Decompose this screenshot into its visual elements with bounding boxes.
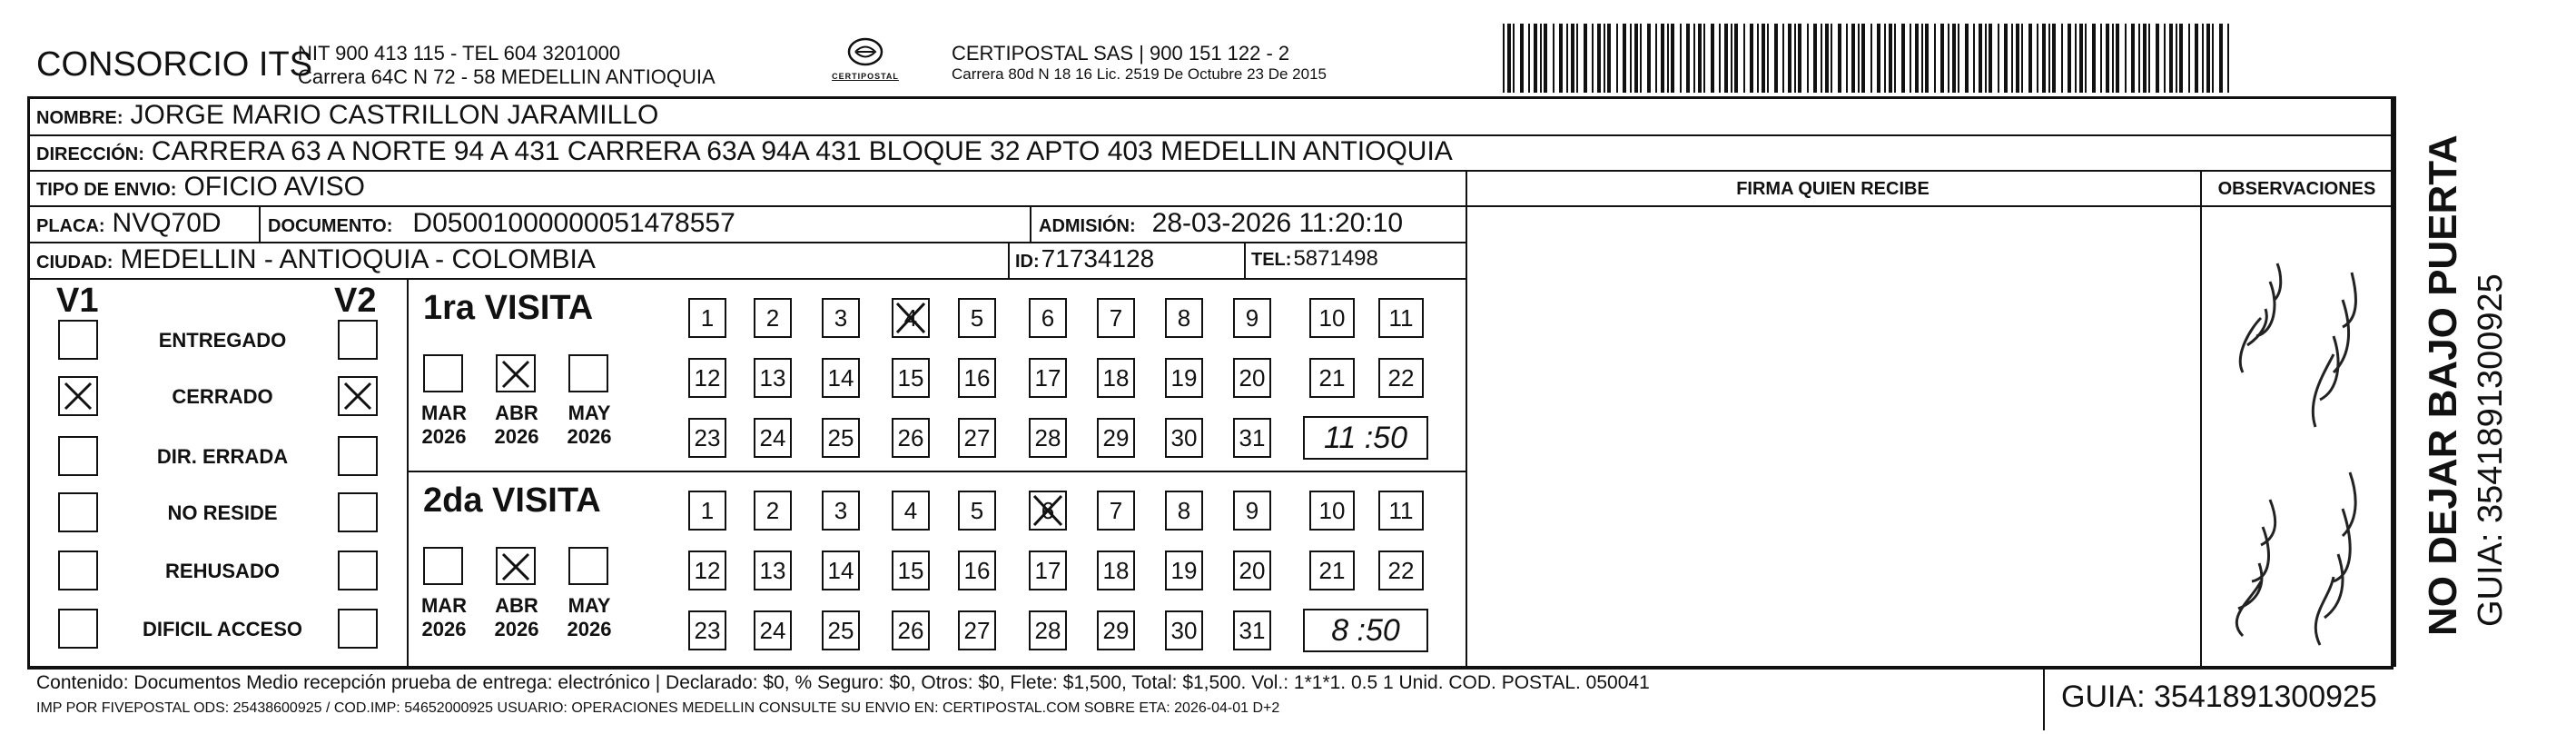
day-box[interactable]: 31 — [1233, 418, 1271, 458]
rule — [1008, 242, 1010, 278]
month-label — [412, 594, 476, 641]
document-field — [268, 208, 735, 239]
day-box[interactable]: 29 — [1097, 610, 1135, 650]
visit-title: 1ra VISITA — [423, 289, 594, 327]
day-box[interactable]: 24 — [754, 418, 792, 458]
month-name: ABR — [495, 594, 538, 617]
v2-checkbox[interactable] — [338, 376, 378, 416]
day-box[interactable]: 1 — [688, 491, 726, 531]
certipostal-logo-icon — [844, 36, 886, 67]
day-box[interactable]: 3 — [822, 298, 860, 338]
v2-label: V2 — [334, 282, 377, 320]
day-box[interactable]: 3 — [822, 491, 860, 531]
day-box[interactable]: 19 — [1165, 551, 1203, 590]
observations-header: OBSERVACIONES — [2217, 179, 2376, 199]
company-info — [298, 42, 716, 89]
rule — [1466, 278, 1467, 667]
rule — [1466, 205, 2393, 207]
company-address: Carrera 64C N 72 - 58 MEDELLIN ANTIOQUIA — [298, 65, 716, 88]
rule — [407, 471, 1466, 472]
rule — [407, 278, 409, 667]
month-year: 2026 — [494, 618, 539, 640]
rule — [1030, 205, 1031, 242]
document-value: D05001000000051478557 — [412, 208, 735, 238]
month-checkbox[interactable] — [423, 354, 463, 392]
day-box[interactable]: 5 — [958, 491, 996, 531]
day-box[interactable]: 16 — [958, 551, 996, 590]
delivery-option-label: DIR. ERRADA — [156, 445, 289, 468]
type-value: OFICIO AVISO — [183, 172, 365, 202]
observations-handwriting — [2206, 218, 2388, 654]
delivery-option-label: NO RESIDE — [167, 501, 278, 524]
id-label: ID: — [1015, 252, 1040, 272]
delivery-option-label: REHUSADO — [165, 560, 280, 582]
day-box[interactable]: 28 — [1029, 610, 1067, 650]
day-box[interactable]: 10 — [1309, 491, 1355, 531]
day-box[interactable]: 19 — [1165, 358, 1203, 398]
v1-checkbox[interactable] — [58, 609, 98, 649]
day-box[interactable]: 21 — [1309, 358, 1355, 398]
type-label: TIPO DE ENVIO: — [36, 180, 177, 200]
month-name: MAR — [420, 594, 468, 617]
rule — [1244, 242, 1246, 278]
day-box[interactable]: 21 — [1309, 551, 1355, 590]
rule — [259, 205, 261, 242]
v1-checkbox[interactable] — [58, 551, 98, 590]
city-field — [36, 244, 596, 275]
month-label — [558, 402, 621, 449]
month-checkbox[interactable] — [568, 354, 608, 392]
city-value: MEDELLIN - ANTIOQUIA - COLOMBIA — [120, 244, 596, 274]
rule — [27, 170, 2393, 172]
v1-checkbox[interactable] — [58, 376, 98, 416]
day-box[interactable]: 1 — [688, 298, 726, 338]
signature-header: FIRMA QUIEN RECIBE — [1736, 179, 1930, 199]
day-box[interactable]: 13 — [754, 358, 792, 398]
day-box[interactable]: 7 — [1097, 491, 1135, 531]
rule — [27, 205, 1466, 207]
day-box[interactable]: 23 — [688, 418, 726, 458]
day-box[interactable]: 9 — [1233, 298, 1271, 338]
month-label — [412, 402, 476, 449]
day-box[interactable]: 24 — [754, 610, 792, 650]
delivery-option-label: DIFICIL ACCESO — [142, 618, 302, 640]
day-box[interactable]: 13 — [754, 551, 792, 590]
delivery-option-label: CERRADO — [172, 385, 273, 408]
day-box[interactable]: 10 — [1309, 298, 1355, 338]
day-box[interactable]: 30 — [1165, 418, 1203, 458]
day-box[interactable]: 14 — [822, 358, 860, 398]
city-label: CIUDAD: — [36, 253, 114, 273]
day-box[interactable]: 14 — [822, 551, 860, 590]
rule — [27, 667, 2393, 670]
v1-checkbox[interactable] — [58, 320, 98, 360]
day-box[interactable]: 8 — [1165, 298, 1203, 338]
admission-label: ADMISIÓN: — [1039, 216, 1136, 236]
name-field — [36, 100, 658, 131]
rule — [2393, 96, 2396, 667]
month-label — [485, 594, 548, 641]
day-box[interactable]: 2 — [754, 491, 792, 531]
carrier-address: Carrera 80d N 18 16 Lic. 2519 De Octubre 23 De 2015 — [952, 65, 1327, 83]
day-box[interactable]: 26 — [892, 418, 930, 458]
rule — [27, 242, 1466, 243]
v1-label: V1 — [56, 282, 99, 320]
v1-checkbox[interactable] — [58, 492, 98, 532]
carrier-name: CERTIPOSTAL SAS | 900 151 122 - 2 — [952, 42, 1290, 64]
admission-value: 28-03-2026 11:20:10 — [1151, 208, 1404, 238]
month-checkbox[interactable] — [496, 354, 536, 392]
day-box[interactable]: 20 — [1233, 358, 1271, 398]
day-box[interactable]: 17 — [1029, 358, 1067, 398]
day-box[interactable]: 23 — [688, 610, 726, 650]
month-year: 2026 — [567, 425, 612, 448]
v1-checkbox[interactable] — [58, 436, 98, 476]
day-box[interactable]: 22 — [1378, 551, 1424, 590]
footer-guide: GUIA: 3541891300925 — [2061, 680, 2377, 714]
day-box[interactable]: 6 — [1029, 298, 1067, 338]
month-label — [558, 594, 621, 641]
month-checkbox[interactable] — [568, 547, 608, 585]
address-value: CARRERA 63 A NORTE 94 A 431 CARRERA 63A 94A 431 BLOQUE 32 APTO 403 MEDELLIN ANTIOQUIA — [151, 136, 1453, 166]
month-name: MAY — [568, 594, 611, 617]
certipostal-logo — [824, 36, 906, 81]
side-guide: GUIA: 3541891300925 — [2472, 273, 2510, 627]
logo-text: CERTIPOSTAL — [832, 72, 899, 81]
day-mark — [1029, 491, 1067, 531]
tel-value: 5871498 — [1293, 246, 1378, 271]
day-box[interactable]: 17 — [1029, 551, 1067, 590]
day-box[interactable]: 11 — [1378, 491, 1424, 531]
v2-checkbox[interactable] — [338, 436, 378, 476]
visit-title: 2da VISITA — [423, 481, 601, 520]
day-mark — [892, 298, 930, 338]
day-box[interactable]: 12 — [688, 358, 726, 398]
day-box[interactable]: 25 — [822, 610, 860, 650]
document-label: DOCUMENTO: — [268, 216, 393, 236]
barcode — [1503, 24, 2229, 93]
plate-label: PLACA: — [36, 216, 105, 236]
v2-checkbox[interactable] — [338, 492, 378, 532]
month-year: 2026 — [567, 618, 612, 640]
v2-checkbox[interactable] — [338, 320, 378, 360]
name-value: JORGE MARIO CASTRILLON JARAMILLO — [130, 100, 659, 130]
visit-time[interactable]: 11 :50 — [1303, 416, 1428, 460]
month-year: 2026 — [421, 618, 467, 640]
day-box[interactable]: 25 — [822, 418, 860, 458]
month-checkbox[interactable] — [423, 547, 463, 585]
day-box[interactable]: 5 — [958, 298, 996, 338]
month-year: 2026 — [494, 425, 539, 448]
type-field — [36, 172, 365, 203]
plate-value: NVQ70D — [112, 208, 222, 238]
footer-content: Contenido: Documentos Medio recepción prueba de entrega: electrónico | Declarado: $0, % Seguro: $0, Otros: $0, Flete: $1,500, Total: $1,500. Vol.: 1*1*1. 0.5 1 Unid. COD. POSTAL. 050041 — [36, 672, 1650, 693]
month-checkbox[interactable] — [496, 547, 536, 585]
rule — [2200, 170, 2202, 667]
name-label: NOMBRE: — [36, 108, 123, 128]
day-box[interactable]: 28 — [1029, 418, 1067, 458]
month-year: 2026 — [421, 425, 467, 448]
day-box[interactable]: 9 — [1233, 491, 1271, 531]
carrier-info — [952, 42, 1327, 84]
plate-field — [36, 208, 222, 239]
month-name: ABR — [495, 402, 538, 424]
rule — [27, 278, 1466, 280]
company-name: CONSORCIO ITS — [36, 45, 313, 84]
tel-label: TEL: — [1251, 250, 1292, 270]
day-box[interactable]: 6 — [1029, 491, 1067, 531]
month-label — [485, 402, 548, 449]
visit-time[interactable]: 8 :50 — [1303, 609, 1428, 652]
day-box[interactable]: 12 — [688, 551, 726, 590]
day-box[interactable]: 8 — [1165, 491, 1203, 531]
id-value: 71734128 — [1041, 244, 1155, 273]
day-box[interactable]: 26 — [892, 610, 930, 650]
month-name: MAY — [568, 402, 611, 424]
day-box[interactable]: 29 — [1097, 418, 1135, 458]
day-box[interactable]: 16 — [958, 358, 996, 398]
day-box[interactable]: 27 — [958, 610, 996, 650]
day-box[interactable]: 15 — [892, 358, 930, 398]
day-box[interactable]: 4 — [892, 298, 930, 338]
day-box[interactable]: 20 — [1233, 551, 1271, 590]
day-box[interactable]: 2 — [754, 298, 792, 338]
day-box[interactable]: 18 — [1097, 358, 1135, 398]
day-box[interactable]: 30 — [1165, 610, 1203, 650]
admission-field — [1039, 208, 1403, 239]
address-field — [36, 136, 1453, 167]
company-nit-tel: NIT 900 413 115 - TEL 604 3201000 — [298, 42, 621, 64]
footer-imprint: IMP POR FIVEPOSTAL ODS: 25438600925 / COD.IMP: 54652000925 USUARIO: OPERACIONES MEDELLIN CONSULTE SU ENVIO EN: CERTIPOSTAL.COM SOBRE ETA: 2026-04-01 D+2 — [36, 700, 1280, 716]
day-box[interactable]: 7 — [1097, 298, 1135, 338]
day-box[interactable]: 31 — [1233, 610, 1271, 650]
tel-field — [1251, 246, 1378, 272]
day-box[interactable]: 27 — [958, 418, 996, 458]
day-box[interactable]: 22 — [1378, 358, 1424, 398]
side-warning: NO DEJAR BAJO PUERTA — [2421, 134, 2465, 636]
rule — [2043, 667, 2045, 730]
address-label: DIRECCIÓN: — [36, 144, 144, 164]
id-field — [1015, 244, 1154, 273]
day-box[interactable]: 18 — [1097, 551, 1135, 590]
v2-checkbox[interactable] — [338, 551, 378, 590]
day-box[interactable]: 11 — [1378, 298, 1424, 338]
month-name: MAR — [420, 402, 468, 424]
day-box[interactable]: 4 — [892, 491, 930, 531]
delivery-option-label: ENTREGADO — [158, 329, 287, 352]
day-box[interactable]: 15 — [892, 551, 930, 590]
v2-checkbox[interactable] — [338, 609, 378, 649]
